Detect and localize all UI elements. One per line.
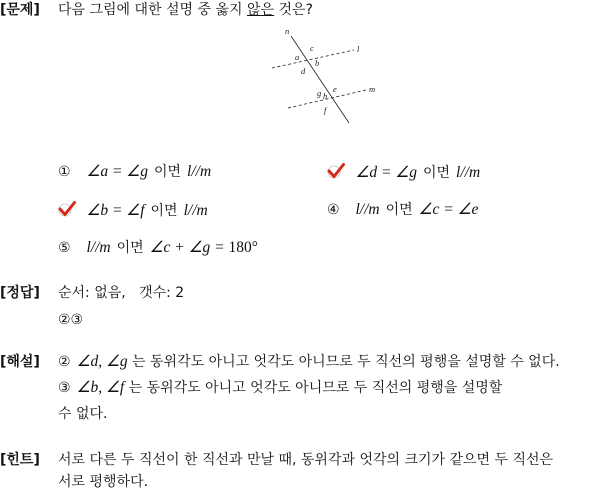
check-mark-icon (58, 201, 76, 217)
angle-label-g: g (317, 88, 322, 98)
option-conclusion: ∠c = ∠e (418, 201, 479, 218)
option-number-value: 180° (228, 239, 258, 256)
explanation-label: [해설] (0, 354, 40, 370)
angle-label-c: c (310, 43, 314, 53)
option-number: ① (58, 164, 71, 180)
parallel-lines-figure (262, 22, 392, 128)
angle-label-d: d (301, 66, 306, 76)
option-5 (58, 239, 258, 257)
option-2 (327, 163, 480, 181)
option-3 (58, 201, 208, 219)
explanation-line (58, 353, 560, 371)
hint-line: 서로 다른 두 직선이 한 직선과 만날 때, 동위각과 엇각의 크기가 같으면 두 직선은 (58, 452, 554, 468)
explanation-marker: ② (58, 354, 71, 370)
option-connector: 이면 (385, 202, 413, 218)
option-conclusion: l//m (183, 202, 208, 219)
option-condition: l//m (355, 201, 380, 218)
label-n: n (285, 26, 290, 36)
option-conclusion: l//m (187, 163, 212, 180)
option-connector: 이면 (153, 164, 182, 180)
option-connector: 이면 (422, 165, 451, 181)
option-number: ⑤ (58, 240, 71, 256)
explanation-line (58, 405, 107, 423)
question-underlined: 않은 (247, 2, 275, 18)
angle-label-h: h (323, 91, 328, 101)
option-conclusion: ∠c + ∠g = (149, 239, 229, 256)
answer-summary: 순서: 없음, 갯수: 2 (58, 285, 185, 301)
explanation-text: 는 동위각도 아니고 엇각도 아니므로 두 직선의 평행을 설명할 수 없다. (127, 354, 560, 370)
option-condition: ∠d = ∠g (355, 164, 417, 181)
question-before: 다음 그림에 대한 설명 중 옳지 (58, 2, 247, 18)
option-1 (58, 163, 211, 181)
hint-label: [힌트] (0, 452, 40, 468)
answer-choices: ②③ (58, 312, 84, 328)
explanation-text: 는 동위각도 아니고 엇각도 아니므로 두 직선의 평행을 설명할 (124, 380, 503, 396)
hint-line: 서로 평행하다. (58, 474, 149, 490)
problem-label: [문제] (0, 2, 40, 18)
question-after: 것은? (274, 2, 313, 18)
angle-label-e: e (333, 84, 337, 94)
angle-label-a: a (295, 52, 300, 62)
check-mark-icon (327, 163, 345, 179)
option-4 (327, 201, 478, 219)
angle-label-b: b (315, 58, 320, 68)
label-l: l (357, 44, 360, 54)
explanation-marker: ③ (58, 380, 71, 396)
question-text (58, 1, 313, 19)
option-condition: l//m (86, 239, 111, 256)
option-conclusion: l//m (456, 164, 481, 181)
label-m: m (369, 84, 376, 94)
option-number: ④ (327, 202, 340, 218)
option-connector: 이면 (116, 240, 144, 256)
explanation-math: ∠b, ∠f (76, 379, 125, 396)
option-connector: 이면 (150, 203, 178, 219)
option-condition: ∠a = ∠g (86, 163, 148, 180)
explanation-text: 수 없다. (58, 406, 108, 422)
explanation-line (58, 379, 502, 397)
option-condition: ∠b = ∠f (86, 202, 145, 219)
angle-label-f: f (324, 105, 327, 115)
answer-label: [정답] (0, 285, 40, 301)
transversal-n (291, 36, 349, 123)
explanation-math: ∠d, ∠g (76, 353, 128, 370)
